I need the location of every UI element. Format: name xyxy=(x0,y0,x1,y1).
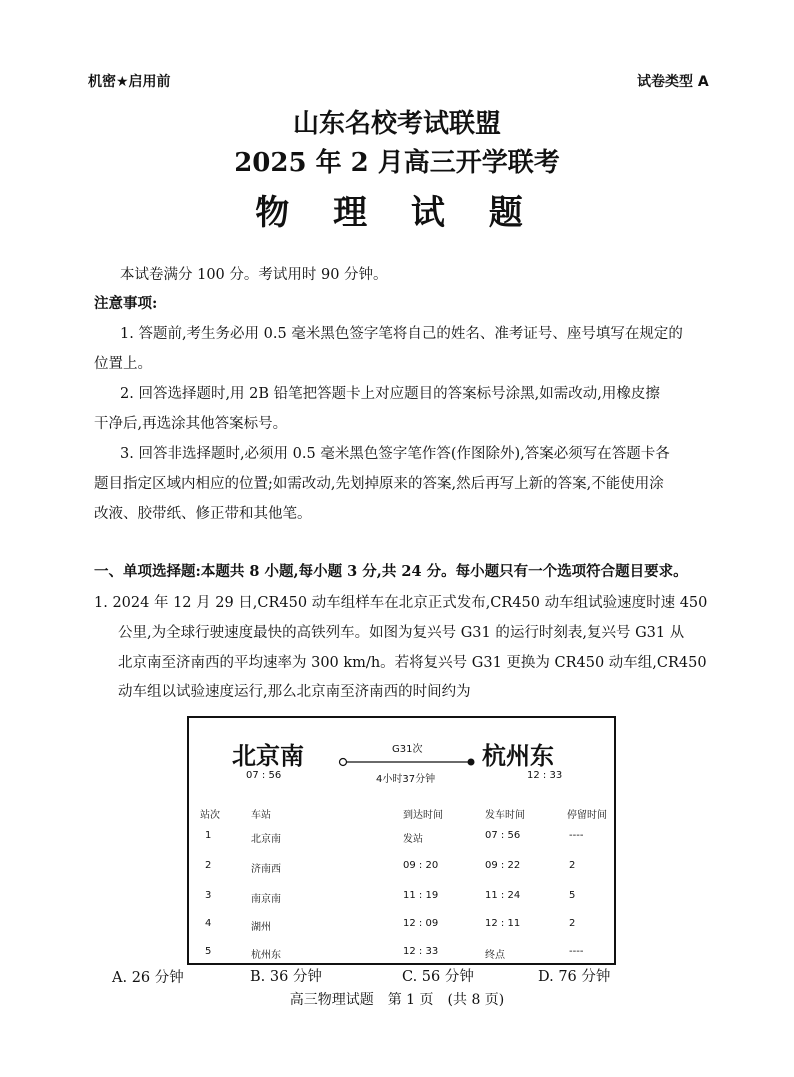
exam-union-title: 山东名校考试联盟 xyxy=(292,109,501,139)
question-1-line-1: 1. 2024 年 12 月 29 日,CR450 动车组样车在北京正式发布,CR450 动车组试验速度时速 450 xyxy=(94,595,708,611)
table-cell: 2 xyxy=(569,860,576,871)
trip-duration: 4小时37分钟 xyxy=(376,774,436,785)
table-cell: 3 xyxy=(205,890,212,901)
train-number: G31次 xyxy=(392,744,423,755)
table-cell: 北京南 xyxy=(251,834,281,845)
table-cell: 09 : 20 xyxy=(403,860,439,871)
table-cell: 2 xyxy=(569,918,576,929)
question-1-line-2: 公里,为全球行驶速度最快的高铁列车。如图为复兴号 G31 的运行时刻表,复兴号 G31 从 xyxy=(118,625,685,641)
table-cell: 湖州 xyxy=(251,922,271,933)
notice-2a: 2. 回答选择题时,用 2B 铅笔把答题卡上对应题目的答案标号涂黑,如需改动,用橡皮擦 xyxy=(120,386,660,402)
col-header-stop: 站次 xyxy=(200,810,220,821)
paper-type-label: 试卷类型 A xyxy=(637,74,709,90)
page-footer: 高三物理试题 第 1 页 (共 8 页) xyxy=(289,992,505,1008)
table-cell: 5 xyxy=(569,890,576,901)
table-cell: 12 : 33 xyxy=(403,946,439,957)
col-header-departure: 发车时间 xyxy=(485,810,525,821)
destination-time: 12 : 33 xyxy=(527,770,563,781)
table-cell: 济南西 xyxy=(251,864,281,875)
origin-time: 07 : 56 xyxy=(246,770,282,781)
table-cell: 11 : 19 xyxy=(403,890,439,901)
table-cell: 杭州东 xyxy=(251,950,281,961)
option-d: D. 76 分钟 xyxy=(538,969,611,985)
origin-station: 北京南 xyxy=(232,742,304,770)
col-header-station: 车站 xyxy=(251,810,271,821)
option-c: C. 56 分钟 xyxy=(402,969,474,985)
table-cell: 南京南 xyxy=(251,894,281,905)
notice-3a: 3. 回答非选择题时,必须用 0.5 毫米黑色签字笔作答(作图除外),答案必须写在答题卡各 xyxy=(120,446,670,462)
table-cell: 4 xyxy=(205,918,212,929)
notice-2b: 干净后,再选涂其他答案标号。 xyxy=(94,416,288,432)
table-cell: 终点 xyxy=(485,950,505,961)
option-a: A. 26 分钟 xyxy=(112,970,184,986)
subject-title: 物 理 试 题 xyxy=(255,193,539,233)
table-cell: ---- xyxy=(569,830,584,841)
col-header-stay: 停留时间 xyxy=(567,810,607,821)
destination-station: 杭州东 xyxy=(482,742,554,770)
question-1-line-3: 北京南至济南西的平均速率为 300 km/h。若将复兴号 G31 更换为 CR450 动车组,CR450 xyxy=(118,655,707,671)
notice-heading: 注意事项: xyxy=(94,295,158,312)
confidential-label: 机密★启用前 xyxy=(88,74,171,90)
table-cell: 2 xyxy=(205,860,212,871)
table-cell: 07 : 56 xyxy=(485,830,521,841)
section-heading: 一、单项选择题:本题共 8 小题,每小题 3 分,共 24 分。每小题只有一个选项符合题目要求。 xyxy=(94,563,688,580)
notice-1a: 1. 答题前,考生务必用 0.5 毫米黑色签字笔将自己的姓名、准考证号、座号填写在规定的 xyxy=(120,326,683,342)
table-cell: 12 : 09 xyxy=(403,918,439,929)
route-line xyxy=(337,756,477,768)
table-cell: 11 : 24 xyxy=(485,890,521,901)
table-cell: ---- xyxy=(569,946,584,957)
option-b: B. 36 分钟 xyxy=(250,969,322,985)
intro-text: 本试卷满分 100 分。考试用时 90 分钟。 xyxy=(120,267,388,283)
notice-3b: 题目指定区域内相应的位置;如需改动,先划掉原来的答案,然后再写上新的答案,不能使用涂 xyxy=(94,476,664,492)
question-1-line-4: 动车组以试验速度运行,那么北京南至济南西的时间约为 xyxy=(118,684,471,700)
table-cell: 发站 xyxy=(403,834,423,845)
table-cell: 12 : 11 xyxy=(485,918,521,929)
table-cell: 5 xyxy=(205,946,212,957)
notice-3c: 改液、胶带纸、修正带和其他笔。 xyxy=(94,506,312,522)
exam-date-title: 2025 年 2 月高三开学联考 xyxy=(234,148,560,178)
col-header-arrival: 到达时间 xyxy=(403,810,443,821)
notice-1b: 位置上。 xyxy=(94,356,152,372)
table-cell: 1 xyxy=(205,830,212,841)
table-cell: 09 : 22 xyxy=(485,860,521,871)
timetable-figure xyxy=(187,716,616,965)
